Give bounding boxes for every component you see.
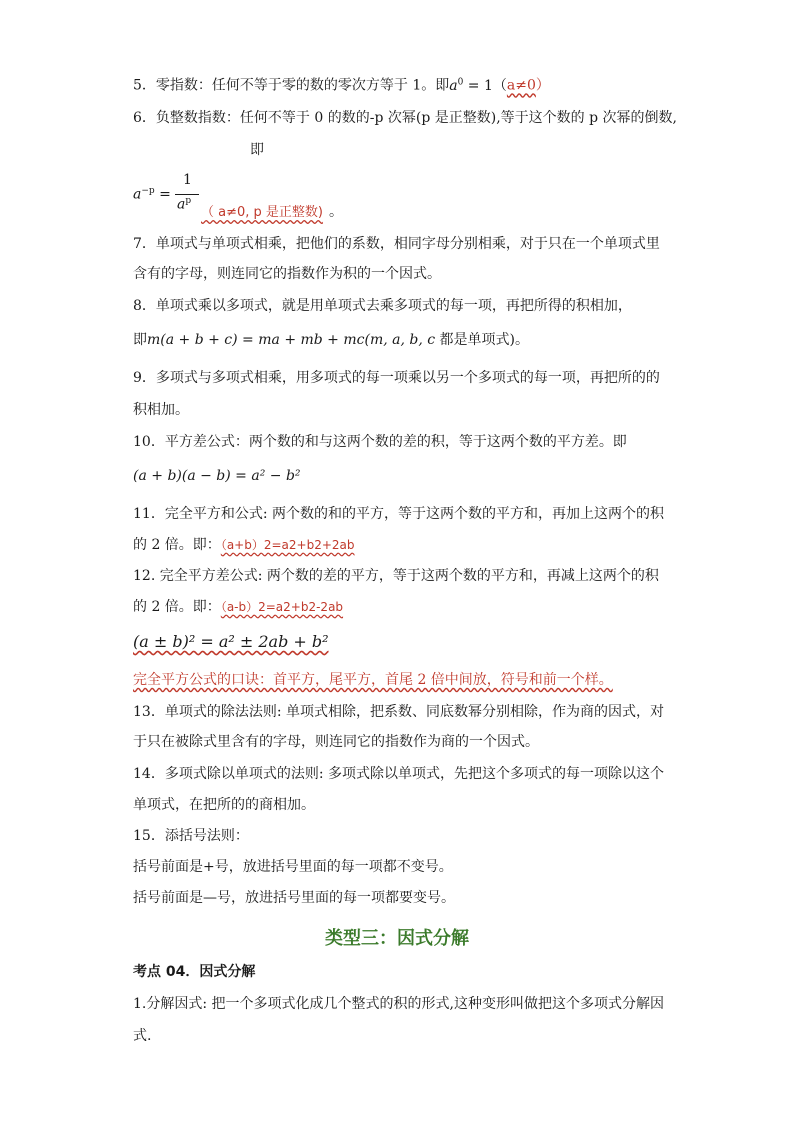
item-15-line1: 15．添括号法则：: [133, 828, 249, 844]
item-6-ji: 即: [250, 142, 264, 158]
item-5-condition: a≠0: [506, 77, 536, 94]
item-12-general-formula: (a ± b)² = a² ± 2ab + b²: [133, 632, 329, 651]
item-15-line2: 括号前面是+号，放进括号里面的每一项都不变号。: [133, 859, 453, 875]
definition-line2: 式.: [133, 1028, 152, 1044]
item-12-line2: 的 2 倍。即：（a-b）2=a2+b2-2ab: [133, 599, 344, 615]
item-11-line2: 的 2 倍。即：（a+b）2=a2+b2+2ab: [133, 537, 355, 553]
item-11-formula: （a+b）2=a2+b2+2ab: [220, 538, 355, 552]
item-12-line1: 12. 完全平方差公式: 两个数的差的平方，等于这两个数的平方和，再减上这两个的积: [133, 568, 659, 584]
item-5-formula: $a^0 = 1$（: [449, 77, 507, 94]
item-9-line2: 积相加。: [133, 402, 189, 418]
item-6-formula: $a^{-p}$ = 1 $a^p$ （ a≠0, p 是正整数) 。: [133, 172, 343, 220]
item-12-formula: （a-b）2=a2+b2-2ab: [220, 600, 344, 614]
item-11-line1: 11．完全平方和公式: 两个数的和的平方，等于这两个数的平方和，再加上这两个的积: [133, 506, 664, 522]
item-5-text: 5．零指数：任何不等于零的数的零次方等于 1。即: [133, 77, 450, 94]
item-15-line3: 括号前面是—号，放进括号里面的每一项都要变号。: [133, 890, 455, 906]
item-8-line2: 即m(a + b + c) = ma + mb + mc(m, a, b, c 都是单项式)。: [133, 332, 529, 348]
item-8-line1: 8．单项式乘以多项式，就是用单项式去乘多项式的每一项，再把所得的积相加，: [133, 298, 632, 314]
item-5: 5．零指数：任何不等于零的数的零次方等于 1。即$a^0 = 1(a\ne 0)$: [133, 77, 550, 94]
definition-line1: 1.分解因式: 把一个多项式化成几个整式的积的形式,这种变形叫做把这个多项式分解因: [133, 996, 664, 1012]
item-14-line1: 14．多项式除以单项式的法则: 多项式除以单项式，先把这个多项式的每一项除以这个: [133, 766, 664, 782]
mnemonic: 完全平方公式的口诀：首平方，尾平方，首尾 2 倍中间放，符号和前一个样。: [133, 672, 613, 688]
item-6: 6．负整数指数：任何不等于 0 的数的-p 次幂(p 是正整数),等于这个数的 p 次幂的倒数,: [133, 110, 677, 126]
item-14-line2: 单项式，在把所的的商相加。: [133, 797, 315, 813]
item-10-formula: (a + b)(a − b) = a² − b²: [133, 468, 301, 484]
item-7-line1: 7．单项式与单项式相乘，把他们的系数，相同字母分别相乘，对于只在一个单项式里: [133, 236, 660, 252]
item-13-line2: 于只在被除式里含有的字母，则连同它的指数作为商的一个因式。: [133, 734, 539, 750]
item-8-formula: m(a + b + c) = ma + mb + mc: [147, 332, 365, 348]
item-10-line1: 10．平方差公式：两个数的和与这两个数的差的积，等于这两个数的平方差。即: [133, 434, 627, 450]
item-13-line1: 13．单项式的除法法则: 单项式相除，把系数、同底数幂分别相除，作为商的因式，对: [133, 704, 664, 720]
item-6-condition: （ a≠0, p 是正整数): [201, 205, 323, 220]
item-9-line1: 9．多项式与多项式相乘，用多项式的每一项乘以另一个多项式的每一项，再把所的的: [133, 370, 660, 386]
item-7-line2: 含有的字母，则连同它的指数作为积的一个因式。: [133, 266, 441, 282]
kaodian-title: 考点 04．因式分解: [133, 964, 256, 980]
section-heading: 类型三：因式分解: [325, 928, 469, 949]
